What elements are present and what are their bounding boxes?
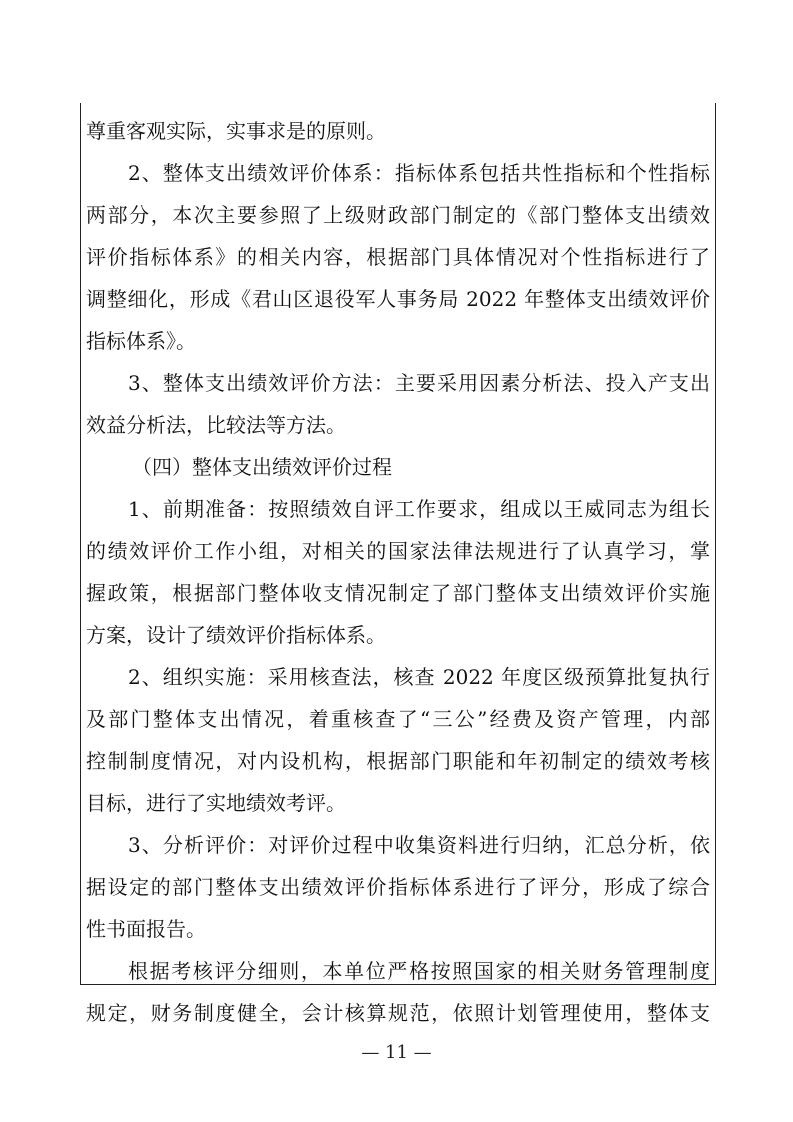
paragraph-line: 3、分析评价：对评价过程中收集资料进行归纳，汇总分析，依 [128, 833, 710, 857]
page-number: — 11 — [361, 1042, 432, 1063]
paragraph-line: 2、组织实施：采用核查法，核查 2022 年度区级预算批复执行 [128, 665, 710, 689]
text-line: 两部分，本次主要参照了上级财政部门制定的《部门整体支出绩效 [86, 203, 710, 227]
paragraph-line: 1、前期准备：按照绩效自评工作要求，组成以王威同志为组长 [128, 497, 710, 521]
text-line: 目标，进行了实地绩效考评。 [86, 791, 346, 815]
text-line: 评价指标体系》的相关内容，根据部门具体情况对个性指标进行了 [86, 245, 710, 269]
text-line: 握政策，根据部门整体收支情况制定了部门整体支出绩效评价实施 [86, 581, 710, 605]
section-heading: （四）整体支出绩效评价过程 [132, 455, 392, 479]
text-line: 调整细化，形成《君山区退役军人事务局 2022 年整体支出绩效评价 [86, 287, 710, 311]
text-line: 及部门整体支出情况，着重核查了“三公”经费及资产管理，内部 [86, 707, 710, 731]
text-line: 规定，财务制度健全，会计核算规范，依照计划管理使用，整体支 [86, 1001, 710, 1025]
document-body [86, 110, 710, 1034]
text-line: 性书面报告。 [86, 917, 206, 941]
paragraph-line: 2、整体支出绩效评价体系：指标体系包括共性指标和个性指标 [128, 161, 710, 185]
text-line: 据设定的部门整体支出绩效评价指标体系进行了评分，形成了综合 [86, 875, 710, 899]
text-line: 效益分析法，比较法等方法。 [86, 413, 346, 437]
text-line: 尊重客观实际，实事求是的原则。 [86, 119, 386, 143]
text-line: 的绩效评价工作小组，对相关的国家法律法规进行了认真学习，掌 [86, 539, 710, 563]
text-line: 控制制度情况，对内设机构，根据部门职能和年初制定的绩效考核 [86, 749, 710, 773]
paragraph-line: 根据考核评分细则，本单位严格按照国家的相关财务管理制度 [128, 959, 710, 983]
paragraph-line: 3、整体支出绩效评价方法：主要采用因素分析法、投入产支出 [128, 371, 710, 395]
text-line: 方案，设计了绩效评价指标体系。 [86, 623, 386, 647]
text-line: 指标体系》。 [86, 329, 196, 353]
